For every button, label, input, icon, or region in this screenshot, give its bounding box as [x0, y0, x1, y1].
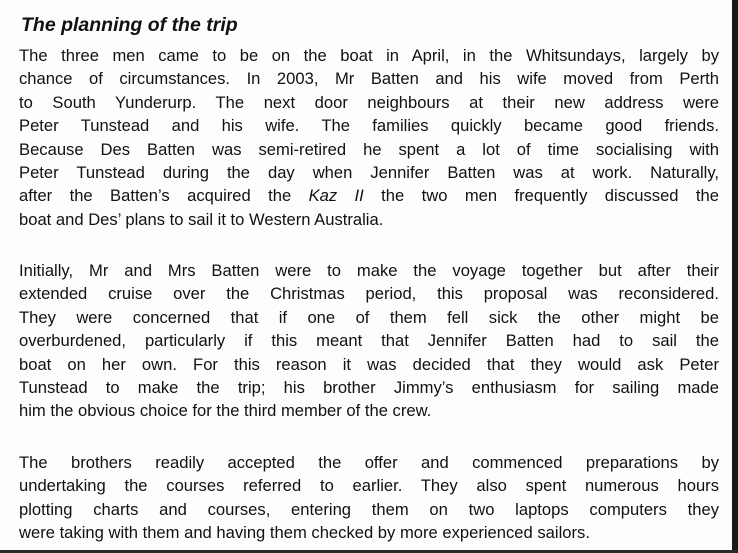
paragraph-line: boat on her own. For this reason it was decided that they would ask Peter — [19, 354, 719, 374]
line-text: the two men frequently discussed the — [363, 186, 719, 206]
paragraph-line: They were concerned that if one of them fell sick the other might be — [19, 307, 719, 327]
paragraph-3 — [19, 451, 719, 545]
paragraph-1 — [19, 44, 719, 231]
paragraph-line: Peter Tunstead and his wife. The families quickly became good friends. — [19, 116, 719, 136]
paragraph-line: boat and Des’ plans to sail it to Western Australia. — [19, 209, 384, 229]
paragraph-line: Peter Tunstead during the day when Jennifer Batten was at work. Naturally, — [19, 162, 719, 182]
boat-name: Kaz II — [308, 186, 364, 206]
paragraph-line: chance of circumstances. In 2003, Mr Batten and his wife moved from Perth — [19, 69, 719, 89]
line-text: after the Batten’s acquired the — [19, 186, 309, 206]
paragraph-line: overburdened, particularly if this meant that Jennifer Batten had to sail the — [19, 331, 719, 351]
paragraph-line: were taking with them and having them checked by more experienced sailors. — [19, 523, 590, 543]
section-heading: The planning of the trip — [21, 14, 238, 36]
paragraph-line: Tunstead to make the trip; his brother Jimmy’s enthusiasm for sailing made — [19, 377, 719, 397]
paragraph-line — [19, 184, 719, 207]
paragraph-line: The brothers readily accepted the offer and commenced preparations by — [19, 453, 719, 472]
paragraph-line: The three men came to be on the boat in April, in the Whitsundays, largely by — [19, 46, 719, 65]
paragraph-line: plotting charts and courses, entering them on two laptops computers they — [19, 499, 719, 519]
paragraph-line: Because Des Batten was semi-retired he spent a lot of time socialising with — [19, 139, 719, 159]
paragraph-line: extended cruise over the Christmas period, this proposal was reconsidered. — [19, 284, 719, 304]
paragraph-2 — [19, 259, 719, 423]
scan-edge-right — [732, 0, 738, 553]
paragraph-line: to South Yunderurp. The next door neighbours at their new address were — [19, 92, 719, 112]
paragraph-line: him the obvious choice for the third member of the crew. — [19, 401, 432, 421]
paragraph-line: Initially, Mr and Mrs Batten were to make the voyage together but after their — [19, 261, 719, 280]
paragraph-line: undertaking the courses referred to earlier. They also spent numerous hours — [19, 476, 719, 496]
